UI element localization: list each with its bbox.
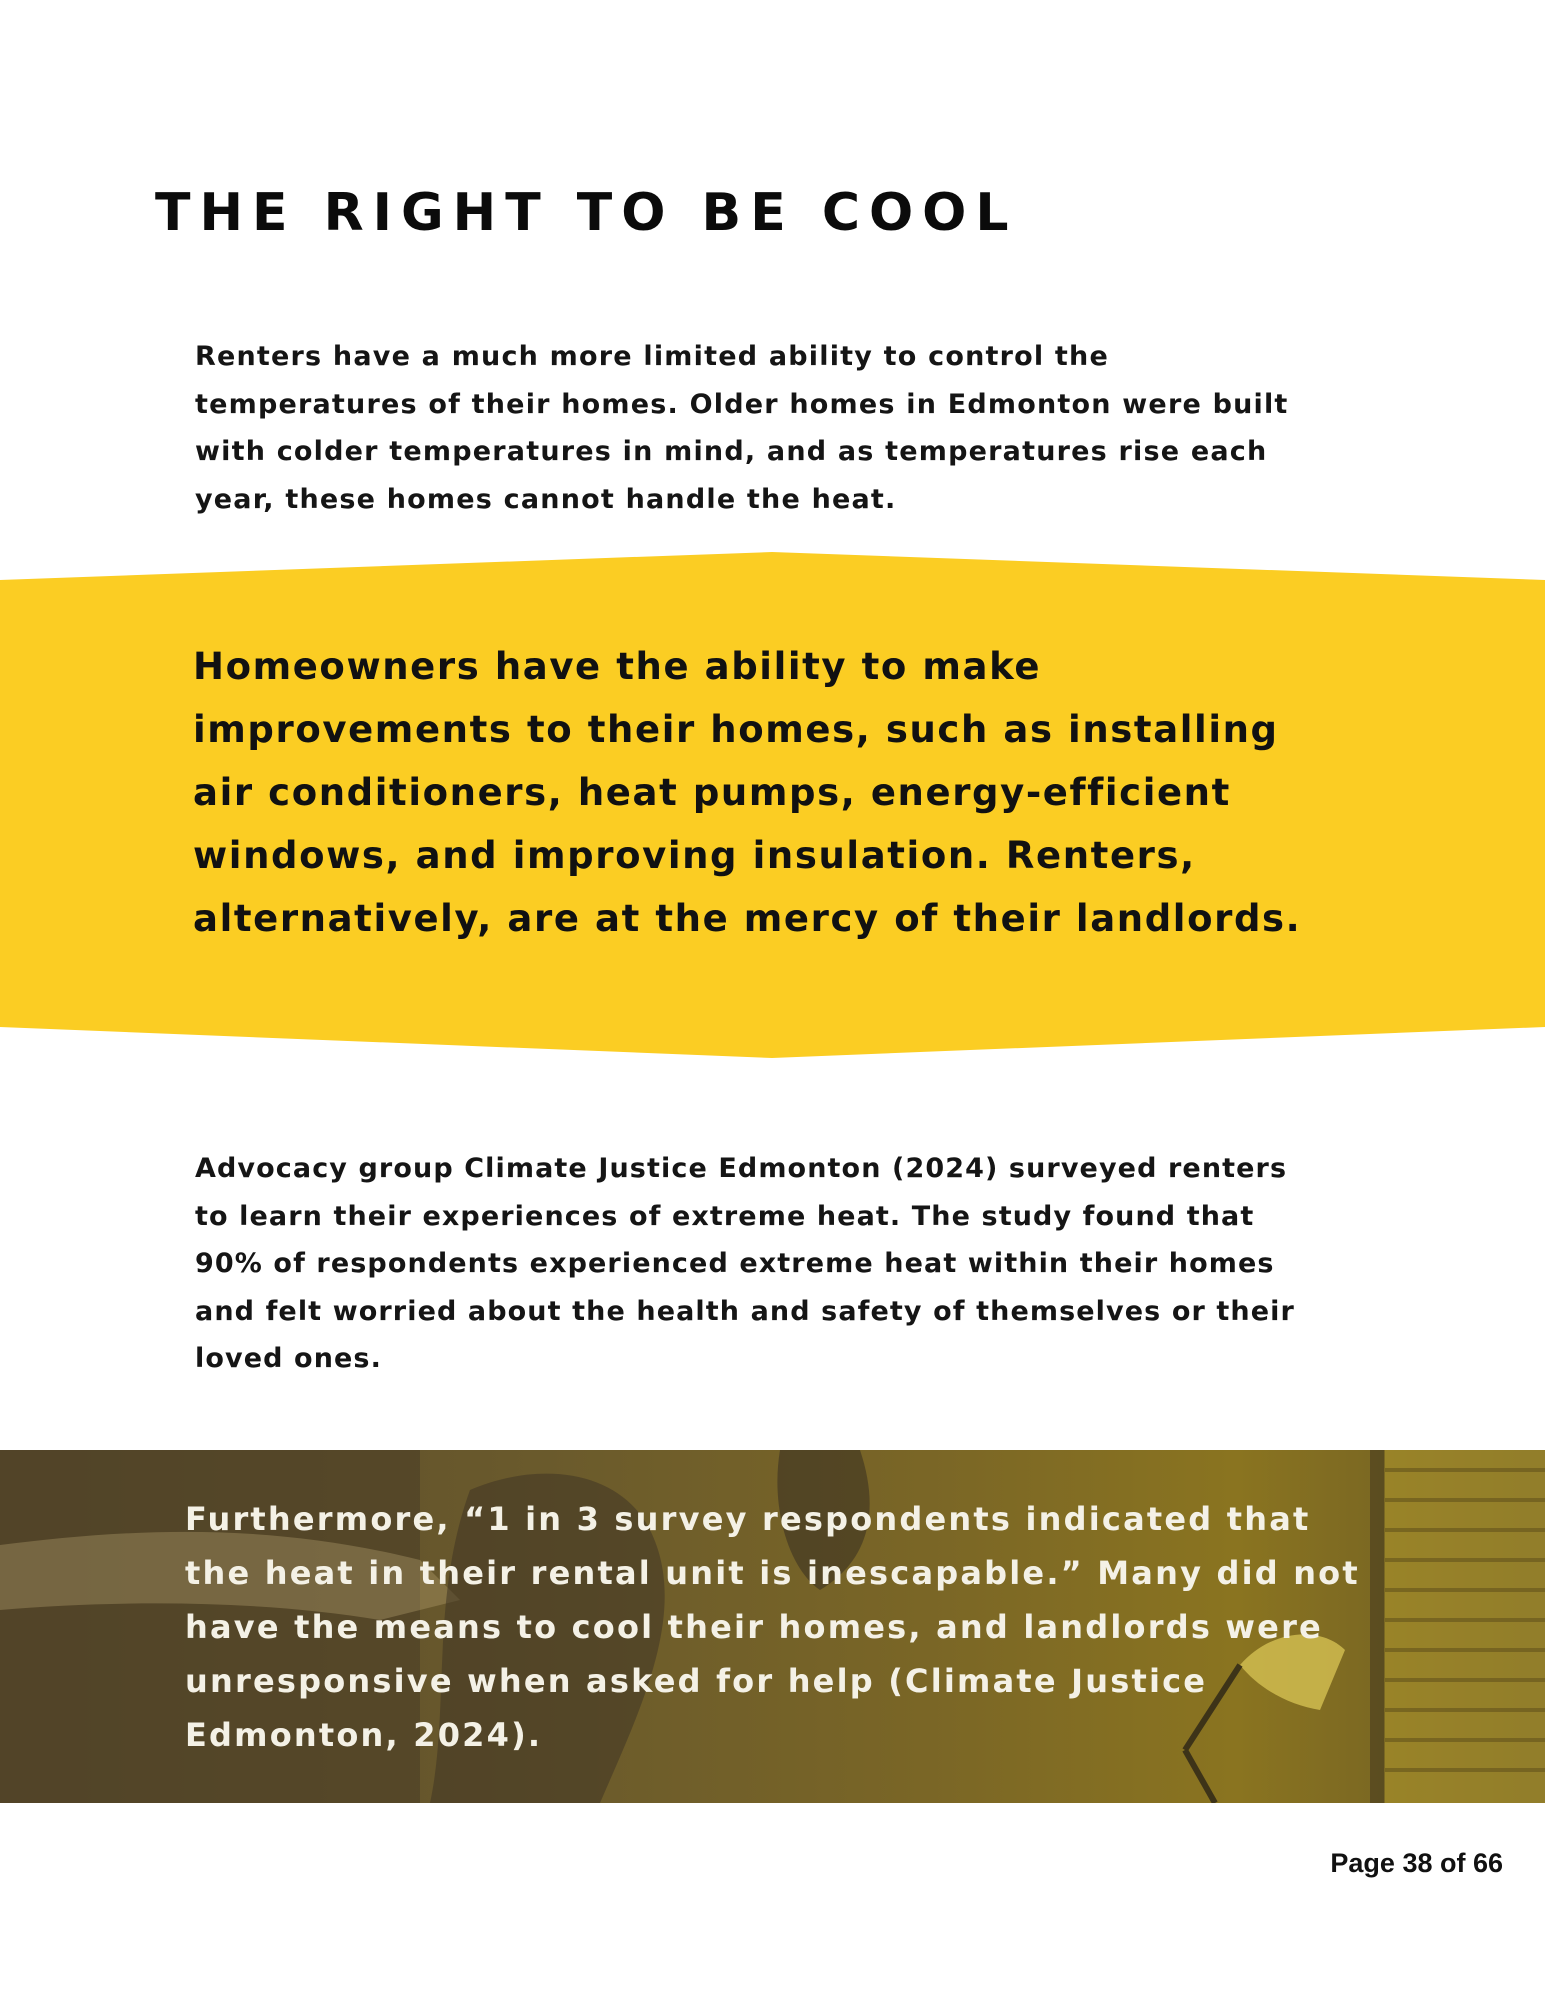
- quote-line: the heat in their rental unit is inescapable.” Many did not: [185, 1554, 1360, 1592]
- page-number: Page 38 of 66: [1330, 1848, 1503, 1878]
- quote-line: have the means to cool their homes, and landlords were: [185, 1608, 1323, 1646]
- survey-line: 90% of respondents experienced extreme heat within their homes: [195, 1248, 1275, 1279]
- quote-line: Furthermore, “1 in 3 survey respondents indicated that: [185, 1500, 1311, 1538]
- callout-line: improvements to their homes, such as installing: [193, 708, 1279, 751]
- intro-line: Renters have a much more limited ability to control the: [195, 341, 1109, 372]
- callout-line: windows, and improving insulation. Renters,: [193, 834, 1196, 877]
- quote-line: unresponsive when asked for help (Climate Justice: [185, 1662, 1208, 1700]
- survey-line: to learn their experiences of extreme heat. The study found that: [195, 1200, 1255, 1232]
- intro-line: year, these homes cannot handle the heat.: [195, 483, 897, 515]
- callout-line: air conditioners, heat pumps, energy-efficient: [193, 771, 1231, 814]
- survey-line: and felt worried about the health and safety of themselves or their: [195, 1295, 1295, 1327]
- quote-line: Edmonton, 2024).: [185, 1716, 543, 1754]
- survey-paragraph: [195, 1145, 1495, 1383]
- intro-line: temperatures of their homes. Older homes in Edmonton were built: [195, 388, 1289, 420]
- survey-line: Advocacy group Climate Justice Edmonton (2024) surveyed renters: [195, 1153, 1288, 1184]
- quote-text: [185, 1492, 1485, 1762]
- callout-line: alternatively, are at the mercy of their landlords.: [193, 897, 1302, 940]
- intro-line: with colder temperatures in mind, and as temperatures rise each: [195, 436, 1268, 467]
- page-title: THE RIGHT TO BE COOL: [155, 183, 1018, 243]
- intro-paragraph: [195, 333, 1415, 523]
- callout-text: [193, 635, 1513, 950]
- survey-line: loved ones.: [195, 1343, 382, 1374]
- callout-line: Homeowners have the ability to make: [193, 645, 1042, 688]
